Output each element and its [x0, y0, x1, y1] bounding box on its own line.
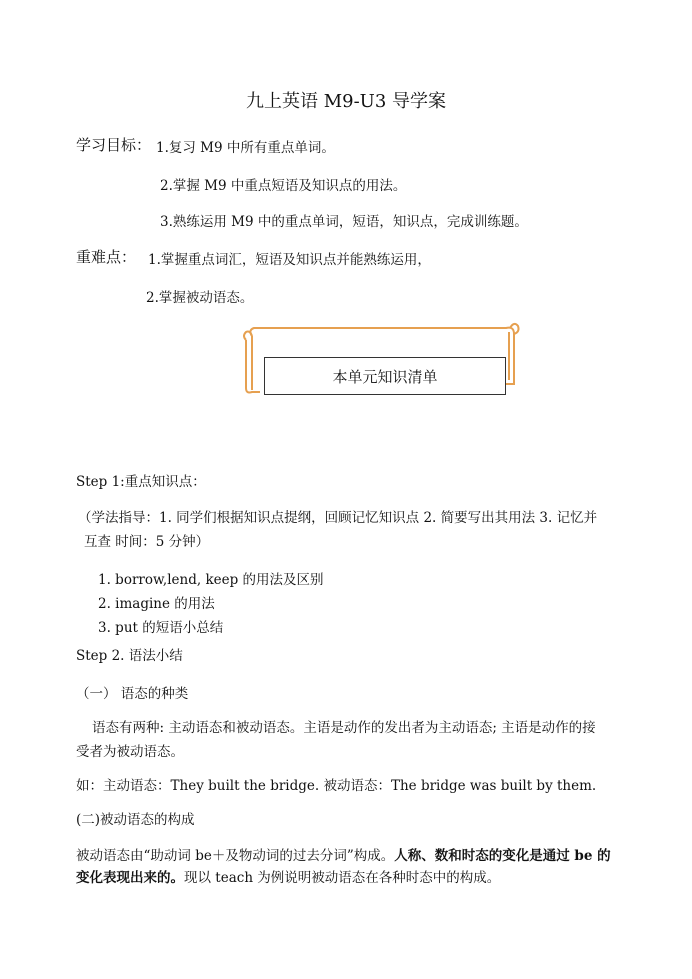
objective-item-3: 3.熟练运用 M9 中的重点单词，短语，知识点，完成训练题。: [160, 214, 528, 230]
section2-line1-bold: 人称、数和时态的变化是通过 be 的: [394, 848, 611, 864]
section1-line1: 语态有两种: 主动语态和被动语态。主语是动作的发出者为主动语态; 主语是动作的接: [92, 720, 596, 736]
difficulties-label: 重难点：: [76, 248, 137, 266]
section1-line2: 受者为被动语态。: [76, 744, 184, 760]
objectives-label: 学习目标：: [76, 136, 152, 154]
section2-heading: (二)被动语态的构成: [76, 812, 195, 828]
step1-heading: Step 1:重点知识点：: [76, 474, 206, 490]
step2-heading: Step 2. 语法小结: [76, 648, 183, 664]
section2-line2: [76, 866, 500, 886]
step1-guide-line1: （学法指导：1. 同学们根据知识点提纲，回顾记忆知识点 2. 简要写出其用法 3. 记忆并: [78, 510, 598, 526]
section2-line2-bold: 变化表现出来的。: [76, 870, 184, 886]
section2-line2-normal: 现以 teach 为例说明被动语态在各种时态中的构成。: [184, 870, 501, 886]
difficulty-item-2: 2.掌握被动语态。: [146, 290, 254, 306]
list-item: 2. imagine 的用法: [98, 596, 215, 612]
objective-item-1: 1.复习 M9 中所有重点单词。: [156, 140, 335, 156]
step1-guide-line2: 互查 时间：5 分钟）: [84, 534, 210, 550]
objective-item-2: 2.掌握 M9 中重点短语及知识点的用法。: [160, 178, 407, 194]
section1-heading: （一） 语态的种类: [76, 686, 189, 702]
section2-line1-normal: 被动语态由“助动词 be＋及物动词的过去分词”构成。: [76, 848, 395, 864]
section2-line1: [76, 844, 611, 864]
example-line: 如：主动语态：They built the bridge. 被动语态：The bridge was built by them.: [76, 778, 597, 794]
list-item: 1. borrow,lend, keep 的用法及区别: [98, 572, 324, 588]
banner-title-box: 本单元知识清单: [264, 357, 506, 395]
page-title: 九上英语 M9-U3 导学案: [245, 91, 447, 112]
list-item: 3. put 的短语小总结: [98, 620, 224, 636]
difficulty-item-1: 1.掌握重点词汇，短语及知识点并能熟练运用，: [148, 252, 431, 268]
